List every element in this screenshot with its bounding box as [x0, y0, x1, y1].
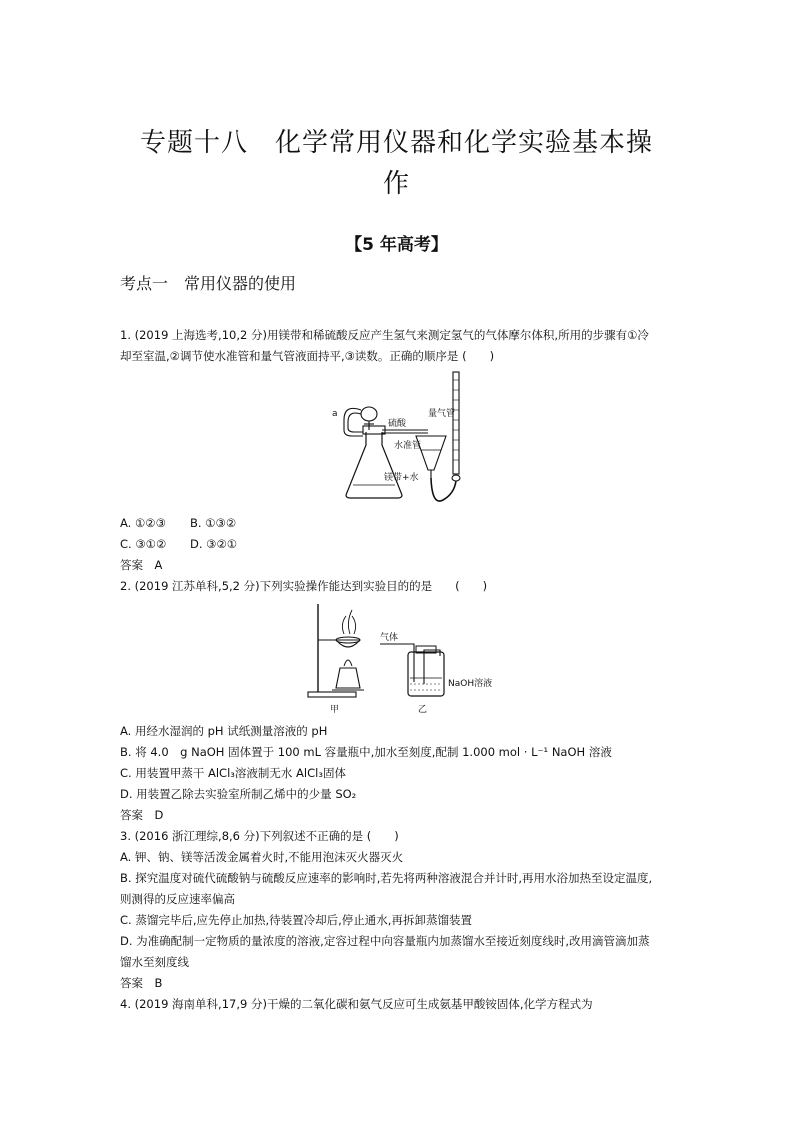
q3-option-c: C. 蒸馏完毕后,应先停止加热,待装置冷却后,停止通水,再拆卸蒸馏装置 [120, 913, 472, 927]
q2-label-gas: 气体 [380, 633, 399, 643]
q1-stem-line1: 1. (2019 上海选考,10,2 分)用镁带和稀硫酸反应产生氢气来测定氢气的气体摩尔体积,所用的步骤有①冷 [120, 328, 649, 342]
q2-answer: 答案 D [120, 808, 164, 822]
q4-stem: 4. (2019 海南单科,17,9 分)干燥的二氧化碳和氨气反应可生成氨基甲酸铵固体,化学方程式为 [120, 997, 593, 1011]
q1-apparatus-figure [328, 370, 478, 508]
q1-label-gas-tube: 量气管 [428, 409, 456, 419]
page-title-line1: 专题十八 化学常用仪器和化学实验基本操 [139, 128, 653, 158]
q1-label-level-tube: 水准管 [394, 441, 422, 451]
q3-option-b-line1: B. 探究温度对硫代硫酸钠与硫酸反应速率的影响时,若先将两种溶液混合并计时,再用水浴加热至设定温度, [120, 871, 653, 885]
page-title-line2: 作 [382, 169, 410, 199]
q3-answer: 答案 B [120, 976, 163, 990]
q3-stem: 3. (2016 浙江理综,8,6 分)下列叙述不正确的是 ( ) [120, 829, 399, 843]
q3-option-b-line2: 则测得的反应速率偏高 [120, 892, 235, 906]
q1-option-a: A. ①②③ [120, 516, 166, 530]
q1-option-b: B. ①③② [190, 516, 237, 530]
q2-stem: 2. (2019 江苏单科,5,2 分)下列实验操作能达到实验目的的是 ( ) [120, 579, 488, 593]
q2-label-jia: 甲 [330, 705, 340, 715]
q2-option-d: D. 用装置乙除去实验室所制乙烯中的少量 SO₂ [120, 787, 357, 801]
q1-option-c: C. ③①② [120, 537, 167, 551]
q1-stem-line2: 却至室温,②调节使水准管和量气管液面持平,③读数。正确的顺序是 ( ) [120, 349, 495, 363]
q2-label-naoh: NaOH溶液 [448, 679, 493, 689]
q1-answer: 答案 A [120, 558, 163, 572]
q3-option-d-line2: 馏水至刻度线 [120, 955, 189, 969]
q1-label-mg: 镁带+水 [384, 473, 419, 483]
topic-heading: 考点一 常用仪器的使用 [120, 274, 297, 293]
q3-option-d-line1: D. 为准确配制一定物质的量浓度的溶液,定容过程中向容量瓶内加蒸馏水至接近刻度线时,改用滴管滴加蒸 [120, 934, 650, 948]
q3-option-a: A. 钾、钠、镁等活泼金属着火时,不能用泡沫灭火器灭火 [120, 850, 404, 864]
q2-option-b: B. 将 4.0 g NaOH 固体置于 100 mL 容量瓶中,加水至刻度,配制 1.000 mol · L⁻¹ NaOH 溶液 [120, 745, 612, 759]
q2-option-c: C. 用装置甲蒸干 AlCl₃溶液制无水 AlCl₃固体 [120, 766, 346, 780]
q2-apparatus-figure [300, 600, 500, 716]
q1-label-a: a [332, 409, 338, 419]
q1-option-d: D. ③②① [190, 537, 238, 551]
q2-option-a: A. 用经水湿润的 pH 试纸测量溶液的 pH [120, 724, 328, 738]
q1-label-acid: 硫酸 [388, 419, 407, 429]
q2-label-yi: 乙 [418, 705, 428, 715]
section-heading: 【5 年高考】 [345, 235, 448, 255]
